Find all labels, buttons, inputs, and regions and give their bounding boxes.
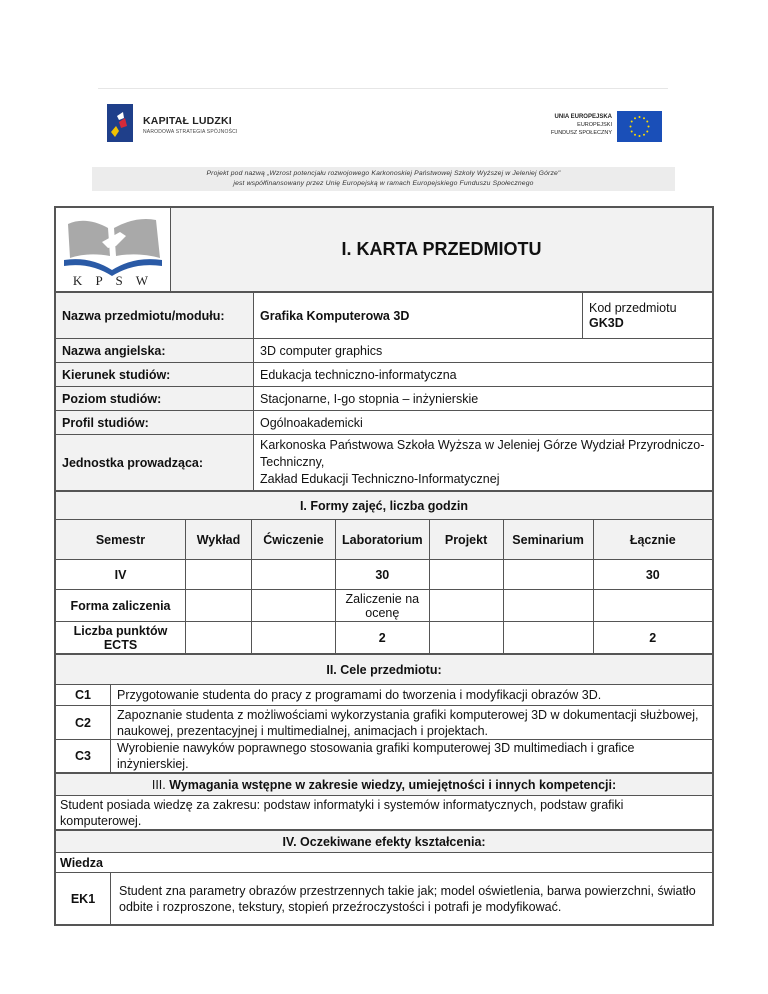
kapital-ludzki-logo (107, 104, 257, 144)
cell-exercise (252, 622, 336, 654)
profile-label: Profil studiów: (56, 411, 254, 435)
goals-section-title: II. Cele przedmiotu: (56, 655, 713, 685)
eu-flag-icon (617, 111, 662, 142)
unit-line-1: Karkonoska Państwowa Szkoła Wyższa w Jeleniej Górze Wydział Przyrodniczo-Techniczny, (260, 438, 705, 469)
cell-project (429, 590, 503, 622)
course-code-value: GK3D (589, 315, 624, 330)
info-row-module (56, 293, 713, 339)
unit-label: Jednostka prowadząca: (56, 435, 254, 491)
col-header-total: Łącznie (593, 520, 712, 560)
outcome-text: Student zna parametry obrazów przestrzennych takie jak; model oświetlenia, barwa powierzchni, światło odbite i rozproszone, tekstury, stopień przeźroczystości i potrafi je modyfikować. (111, 873, 713, 925)
eu-line3: FUNDUSZ SPOŁECZNY (550, 130, 612, 136)
goals-table (55, 654, 713, 773)
banner-divider (98, 88, 668, 89)
col-header-seminar: Seminarium (503, 520, 593, 560)
forms-row-assessment (56, 590, 713, 622)
info-row-field (56, 363, 713, 387)
project-line-1: Projekt pod nazwą „Wzrost potencjału rozwojowego Karkonoskiej Państwowej Szkoły Wyższej w Jeleniej Górze" (206, 170, 561, 177)
forms-row-ects (56, 622, 713, 654)
kapital-ludzki-subtitle: NARODOWA STRATEGIA SPÓJNOŚCI (143, 129, 238, 135)
cell-laboratory: 2 (336, 622, 430, 654)
info-table (55, 292, 713, 491)
kpsw-logo (56, 208, 171, 292)
cell-laboratory: 30 (336, 560, 430, 590)
info-row-unit (56, 435, 713, 491)
cell-total: 2 (593, 622, 712, 654)
unit-line-2: Zakład Edukacji Techniczno-Informatycznej (260, 472, 500, 486)
english-name-value: 3D computer graphics (254, 339, 713, 363)
requirements-section-heading: Wymagania wstępne w zakresie wiedzy, umiejętności i innych kompetencji: (169, 777, 617, 792)
cell-total: 30 (593, 560, 712, 590)
forms-table (55, 491, 713, 654)
goal-row (56, 685, 713, 706)
col-header-exercise: Ćwiczenie (252, 520, 336, 560)
cell-seminar (503, 622, 593, 654)
cell-lecture (186, 622, 252, 654)
module-name-label: Nazwa przedmiotu/modułu: (56, 293, 254, 339)
cell-lecture (186, 560, 252, 590)
eu-line1: UNIA EUROPEJSKA (554, 114, 612, 120)
goal-text: Zapoznanie studenta z możliwościami wykorzystania grafiki komputerowej 3D w dokumentacji służbowej, naukowej, prezentacyjnej i multimedialnej, animacjach i projektach. (111, 706, 713, 740)
outcome-row (56, 873, 713, 925)
goal-code: C1 (56, 685, 111, 706)
requirements-section-title (56, 774, 713, 796)
cell-laboratory: Zaliczenie na ocenę (336, 590, 430, 622)
info-row-english (56, 339, 713, 363)
col-header-semester: Semestr (56, 520, 186, 560)
goal-code: C3 (56, 740, 111, 773)
outcomes-category: Wiedza (56, 853, 713, 873)
level-value: Stacjonarne, I-go stopnia – inżynierskie (254, 387, 713, 411)
requirements-text: Student posiada wiedzę za zakresu: podstaw informatyki i systemów informatycznych, podstaw grafiki komputerowej. (56, 796, 713, 830)
col-header-project: Projekt (429, 520, 503, 560)
requirements-section-prefix: III. (151, 777, 166, 792)
unit-value (254, 435, 713, 491)
kapital-ludzki-icon (107, 104, 133, 142)
cell-exercise (252, 590, 336, 622)
cell-exercise (252, 560, 336, 590)
forms-row-semester (56, 560, 713, 590)
module-name-value: Grafika Komputerowa 3D (254, 293, 583, 339)
eu-logo-text (551, 113, 612, 137)
course-card (54, 206, 714, 926)
course-code-cell (583, 293, 713, 339)
col-header-laboratory: Laboratorium (336, 520, 430, 560)
info-row-profile (56, 411, 713, 435)
project-funding-note (92, 167, 675, 191)
goal-code: C2 (56, 706, 111, 740)
outcomes-section-title: IV. Oczekiwane efekty kształcenia: (56, 831, 713, 853)
english-name-label: Nazwa angielska: (56, 339, 254, 363)
col-header-lecture: Wykład (186, 520, 252, 560)
page-title: I. KARTA PRZEDMIOTU (171, 208, 713, 292)
goal-row (56, 740, 713, 773)
header-table (55, 207, 713, 292)
kpsw-logo-text: K P S W (72, 273, 154, 288)
course-code-label: Kod przedmiotu (589, 300, 677, 315)
cell-total (593, 590, 712, 622)
info-row-level (56, 387, 713, 411)
eu-line2: EUROPEJSKI (577, 122, 612, 128)
cell-project (429, 560, 503, 590)
eu-logo (520, 111, 662, 143)
project-line-2: jest współfinansowany przez Unię Europejską w ramach Europejskiego Funduszu Społecznego (233, 180, 534, 187)
cell-lecture (186, 590, 252, 622)
goal-text: Wyrobienie nawyków poprawnego stosowania grafiki komputerowej 3D multimediach i grafice inżynierskiej. (111, 740, 713, 773)
outcomes-table (55, 830, 713, 925)
field-value: Edukacja techniczno-informatyczna (254, 363, 713, 387)
goal-text: Przygotowanie studenta do pracy z programami do tworzenia i modyfikacji obrazów 3D. (111, 685, 713, 706)
requirements-table (55, 773, 713, 830)
field-label: Kierunek studiów: (56, 363, 254, 387)
row-label: IV (56, 560, 186, 590)
outcome-code: EK1 (56, 873, 111, 925)
row-label: Liczba punktów ECTS (56, 622, 186, 654)
kapital-ludzki-title: KAPITAŁ LUDZKI (143, 115, 232, 127)
goal-row (56, 706, 713, 740)
level-label: Poziom studiów: (56, 387, 254, 411)
row-label: Forma zaliczenia (56, 590, 186, 622)
cell-project (429, 622, 503, 654)
profile-value: Ogólnoakademicki (254, 411, 713, 435)
cell-seminar (503, 560, 593, 590)
kpsw-book-icon (56, 212, 170, 278)
forms-section-title: I. Formy zajęć, liczba godzin (56, 492, 713, 520)
cell-seminar (503, 590, 593, 622)
forms-header-row (56, 520, 713, 560)
